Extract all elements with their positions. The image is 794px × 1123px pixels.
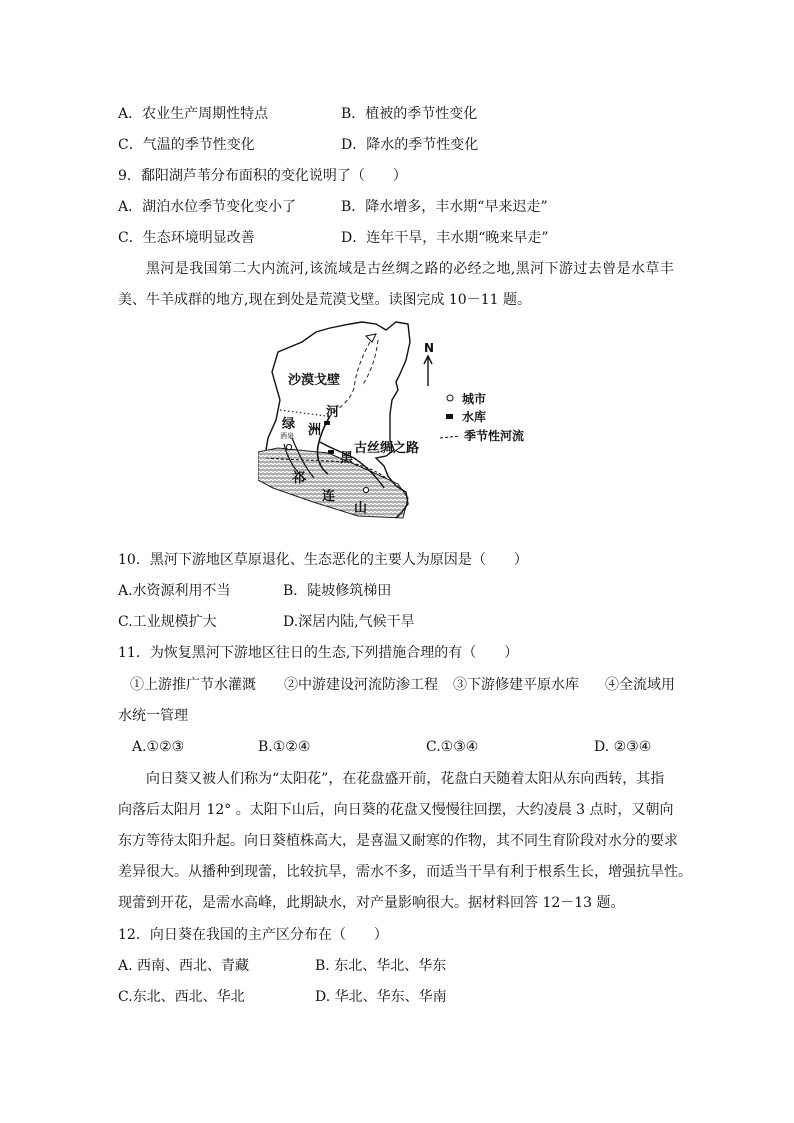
label-desert: 沙漠戈壁 [288, 373, 341, 388]
q12-option-a: A. 西南、西北、青藏 [118, 958, 250, 974]
q10-stem: 10．黑河下游地区草原退化、生态恶化的主要人为原因是（ ） [118, 552, 528, 568]
passage2-line5: 现蕾到开花，是需水高峰，此期缺水，对产量影响很大。据材料回答 12－13 题。 [118, 895, 625, 911]
north-label: N [424, 341, 435, 355]
label-he: 河 [326, 405, 340, 420]
q11-statement-4-cont: 水统一管理 [118, 708, 188, 724]
label-lian: 连 [322, 489, 336, 504]
legend-reservoir-label: 水库 [462, 410, 487, 424]
label-hei: 黑 [340, 451, 354, 466]
q8-option-c: C．气温的季节性变化 [118, 137, 255, 153]
passage2-line2: 向落后太阳月 12° 。太阳下山后，向日葵的花盘又慢慢往回摆，大约凌晨 3 点时，又朝向 [118, 802, 674, 818]
q12-option-c: C.东北、西北、华北 [118, 989, 245, 1005]
passage2-line4: 差异很大。从播种到现蕾，比较抗旱，需水不多，而适当干旱有利于根系生长，增强抗旱性。 [118, 864, 692, 880]
label-jiuquan: 酒泉 [280, 432, 294, 440]
q9-option-c: C．生态环境明显改善 [118, 230, 255, 246]
label-lv: 绿 [282, 417, 296, 432]
q8-option-a: A．农业生产周期性特点 [118, 106, 269, 122]
reservoir-marker-1 [324, 421, 330, 425]
seasonal-river-2 [362, 340, 378, 386]
legend-reservoir-icon [446, 414, 453, 419]
legend-city-icon [447, 395, 453, 401]
q12-stem: 12．向日葵在我国的主产区分布在（ ） [118, 927, 388, 943]
label-qi: 祁 [292, 471, 306, 486]
label-zhou: 洲 [308, 423, 322, 438]
qilian-mountains-area [258, 448, 408, 518]
legend-city-label: 城市 [462, 392, 487, 406]
q11-statement-4: ④全流域用 [605, 677, 675, 693]
north-arrow-icon [424, 356, 432, 386]
label-silkroad: 古丝绸之路 [354, 441, 420, 456]
q9-stem: 9．鄱阳湖芦苇分布面积的变化说明了（ ） [118, 168, 407, 184]
legend-river-icon [440, 436, 460, 438]
passage1-line1: 黑河是我国第二大内流河,该流域是古丝绸之路的必经之地,黑河下游过去曾是水草丰 [146, 261, 675, 277]
q11-option-a: A.①②③ [132, 739, 185, 755]
q10-option-b: B．陡坡修筑梯田 [283, 583, 392, 599]
passage1-line2: 美、牛羊成群的地方,现在到处是荒漠戈壁。读图完成 10－11 题。 [118, 292, 531, 308]
q10-option-d: D.深居内陆,气候干旱 [283, 614, 415, 630]
city-marker-jiuquan [286, 444, 291, 449]
q11-statement-3: ③下游修建平原水库 [453, 677, 579, 693]
legend-river-label: 季节性河流 [464, 429, 525, 443]
q11-statement-2: ②中游建设河流防渗工程 [284, 677, 438, 693]
passage2-line3: 东方等待太阳升起。向日葵植株高大，是喜温又耐寒的作物，其不同生育阶段对水分的要求 [118, 833, 678, 849]
reservoir-marker-2 [328, 450, 334, 454]
desert-oasis-boundary [280, 410, 326, 416]
passage2-line1: 向日葵又被人们称为“太阳花”，在花盘盛开前，花盘白天随着太阳从东向西转，其指 [146, 771, 665, 787]
q9-option-d: D．连年干旱，丰水期“晚来早走” [341, 230, 549, 246]
q10-option-a: A.水资源利用不当 [118, 583, 231, 599]
q8-option-b: B．植被的季节性变化 [341, 106, 478, 122]
label-shan: 山 [354, 501, 368, 516]
q10-option-c: C.工业规模扩大 [118, 614, 217, 630]
q9-option-a: A．湖泊水位季节变化变小了 [118, 199, 297, 215]
lake-icon [366, 334, 376, 342]
q12-option-d: D. 华北、华东、华南 [315, 989, 447, 1005]
q9-option-b: B．降水增多，丰水期“早来迟走” [341, 199, 548, 215]
q11-option-d: D. ②③④ [594, 739, 652, 755]
q11-statement-1: ①上游推广节水灌溉 [130, 677, 256, 693]
q11-option-c: C.①③④ [426, 739, 479, 755]
q11-stem: 11．为恢复黑河下游地区往日的生态,下列措施合理的有（ ） [118, 645, 519, 661]
heihe-basin-map [258, 320, 548, 520]
city-marker-2 [363, 487, 368, 492]
q11-option-b: B.①②④ [258, 739, 311, 755]
q12-option-b: B. 东北、华北、华东 [315, 958, 447, 974]
q8-option-d: D．降水的季节性变化 [341, 137, 479, 153]
